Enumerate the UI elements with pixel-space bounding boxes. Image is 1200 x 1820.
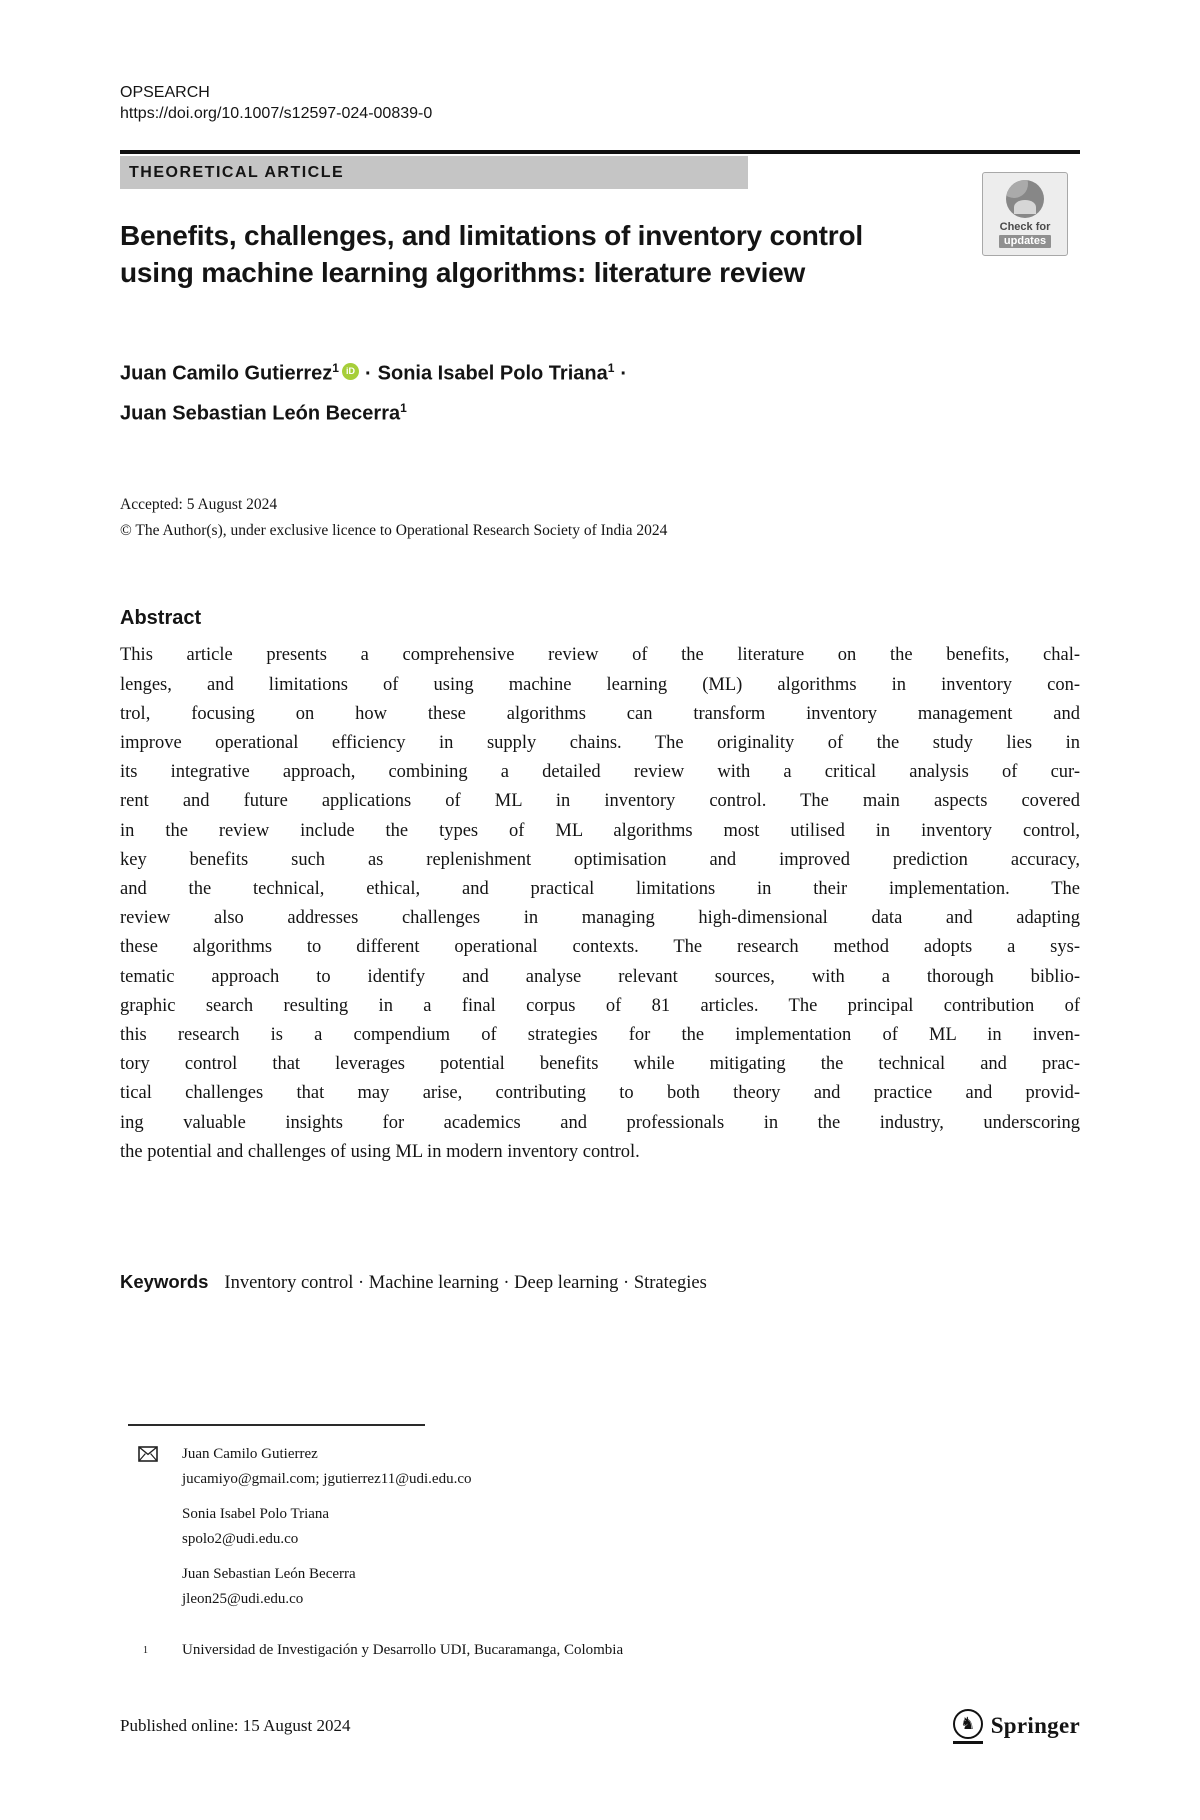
author-name: Sonia Isabel Polo Triana	[182, 1505, 330, 1522]
keywords-row	[120, 1267, 1080, 1298]
correspondence-text	[182, 1442, 1080, 1492]
correspondence-entry	[138, 1442, 1080, 1492]
affiliation-mark: 1	[332, 361, 339, 375]
corresponding-author-name: Juan Camilo Gutierrez	[182, 1445, 318, 1462]
correspondence-entry	[138, 1562, 1080, 1612]
abstract-line: in the review include the types of ML algorithms most utilised in inventory control,	[120, 820, 1080, 841]
copyright-line: © The Author(s), under exclusive licence to Operational Research Society of India 2024	[120, 522, 668, 540]
abstract-line: lenges, and limitations of using machine learning (ML) algorithms in inventory con-	[120, 674, 1080, 695]
abstract-line: this research is a compendium of strategies for the implementation of ML in inven-	[120, 1024, 1080, 1045]
footnote-divider	[128, 1424, 425, 1426]
corresponding-author-email: jucamiyo@gmail.com; jgutierrez11@udi.edu.co	[182, 1470, 472, 1487]
orcid-icon[interactable]: iD	[342, 363, 359, 380]
author-name: Juan Sebastian León Becerra	[120, 402, 401, 425]
affiliation-mark: 1	[400, 400, 407, 415]
keywords-label: Keywords	[120, 1270, 209, 1292]
abstract-line: ing valuable insights for academics and professionals in the industry, underscoring	[120, 1112, 1080, 1133]
abstract-line: key benefits such as replenishment optimisation and improved prediction accuracy,	[120, 849, 1080, 870]
header-rule	[120, 150, 1080, 154]
abstract-line: and the technical, ethical, and practical limitations in their implementation. The	[120, 878, 1080, 899]
title-line-2: using machine learning algorithms: literature review	[120, 257, 806, 288]
author-name: Sonia Isabel Polo Triana	[377, 362, 608, 385]
journal-header	[120, 82, 1080, 124]
title-line-1: Benefits, challenges, and limitations of inventory control	[120, 220, 863, 251]
abstract-line: tematic approach to identify and analyse relevant sources, with a thorough biblio-	[120, 966, 1080, 987]
abstract-line: graphic search resulting in a final corpus of 81 articles. The principal contribution of	[120, 995, 1080, 1016]
abstract-line: rent and future applications of ML in inventory control. The main aspects covered	[120, 791, 1080, 812]
correspondence-text	[182, 1502, 1080, 1552]
journal-name: OPSEARCH	[120, 84, 210, 101]
author-separator: ·	[620, 362, 628, 385]
springer-horse-icon: ♞	[953, 1709, 983, 1744]
correspondence-entry	[138, 1502, 1080, 1552]
author-list	[120, 351, 1080, 430]
article-meta	[120, 492, 1080, 544]
crossmark-icon	[1006, 180, 1044, 218]
accepted-date: Accepted: 5 August 2024	[120, 496, 278, 514]
abstract-line: improve operational efficiency in supply chains. The originality of the study lies in	[120, 732, 1080, 753]
abstract-text	[120, 641, 1080, 1167]
publisher-logo	[953, 1709, 1080, 1744]
affiliation-mark: 1	[607, 361, 615, 375]
envelope-icon	[138, 1442, 182, 1492]
abstract-line: trol, focusing on how these algorithms can transform inventory management and	[120, 703, 1080, 724]
abstract-line: tical challenges that may arise, contributing to both theory and practice and provid-	[120, 1083, 1080, 1104]
correspondence-text	[182, 1562, 1080, 1612]
abstract-heading: Abstract	[120, 607, 202, 630]
keywords-list: Inventory control · Machine learning · Deep learning · Strategies	[224, 1272, 707, 1293]
abstract-line: This article presents a comprehensive review of the literature on the benefits, chal-	[120, 645, 1080, 666]
abstract-line: review also addresses challenges in managing high-dimensional data and adapting	[120, 908, 1080, 929]
affiliation-number: 1	[143, 1644, 148, 1656]
author-line-2	[120, 391, 1080, 431]
doi-link: https://doi.org/10.1007/s12597-024-00839-0	[120, 105, 433, 122]
author-line-1	[120, 351, 1080, 391]
check-for-updates-badge[interactable]	[982, 172, 1068, 256]
article-type-banner: THEORETICAL ARTICLE	[120, 156, 748, 189]
affiliation-row	[138, 1638, 1080, 1669]
badge-text-line1: Check for	[999, 221, 1051, 233]
page-footer	[120, 1709, 1080, 1744]
author-name: Juan Sebastian León Becerra	[182, 1565, 356, 1582]
publisher-name: Springer	[990, 1713, 1080, 1739]
author-separator: ·	[364, 362, 372, 385]
abstract-line: tory control that leverages potential benefits while mitigating the technical and prac-	[120, 1054, 1080, 1075]
abstract-line: the potential and challenges of using ML in modern inventory control.	[120, 1141, 640, 1162]
author-email: spolo2@udi.edu.co	[182, 1530, 299, 1547]
abstract-line: these algorithms to different operational contexts. The research method adopts a sys-	[120, 937, 1080, 958]
correspondence-block	[120, 1442, 1080, 1612]
author-email: jleon25@udi.edu.co	[182, 1590, 304, 1607]
badge-text-line2: updates	[999, 235, 1051, 248]
abstract-line: its integrative approach, combining a detailed review with a critical analysis of cur-	[120, 762, 1080, 783]
affiliation-text: Universidad de Investigación y Desarrollo UDI, Bucaramanga, Colombia	[182, 1641, 624, 1658]
page-title	[120, 217, 1080, 291]
published-online-date: Published online: 15 August 2024	[120, 1716, 351, 1736]
author-name: Juan Camilo Gutierrez	[120, 362, 333, 385]
